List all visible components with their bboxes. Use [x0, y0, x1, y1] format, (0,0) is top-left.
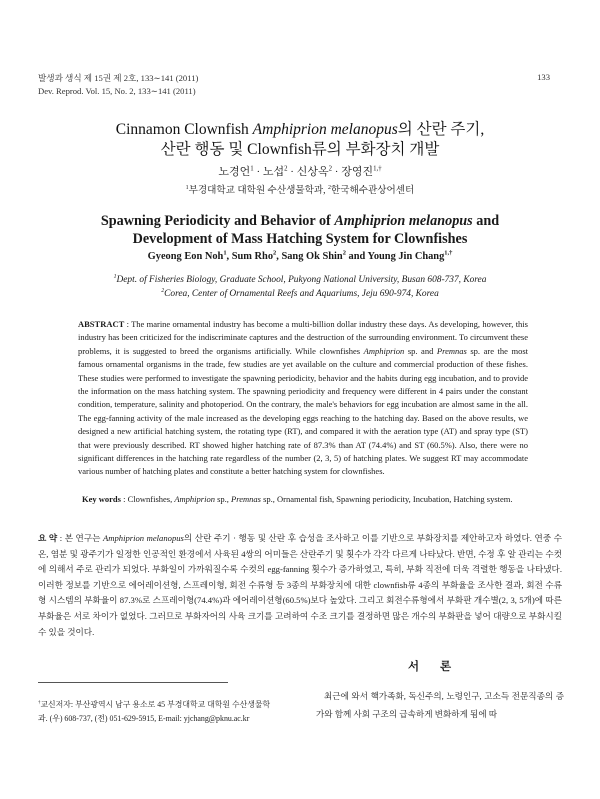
- abstract-label: ABSTRACT: [78, 319, 125, 329]
- korean-title-species: Amphiprion melanopus: [252, 121, 398, 138]
- footnote-divider: [38, 682, 228, 683]
- korean-authors: 노경언$^1$ · 노섭$^2$ · 신상옥$^2$ · 장영진$^{1,\dagger}$: [218, 165, 382, 178]
- english-abstract: ABSTRACT : The marine ornamental industry has become a multi-billion dollar industry these days. As developing, however, this industry has been criticized for the indiscriminate captures and the destruction of the surrounding environment. To circumvent these problems, it is suggested to breed the organisms artificially. While clownfishes Amphiprion sp. and Premnas sp. are the most famous ornamental organisms in the trade, few studies are yet available on the culture and commercial production of these fishes. These studies were performed to investigate the spawning periodicity, behavior and the habits during egg incubation, and to provide the information on the mass hatching system. The spawning periodicity and frequency were different in 4 pairs under the constant condition, temperature, salinity and photoperiod. On the contrary, the male's behaviors for egg incubation are almost same in the all. The egg-fanning activity of the male increased as the developing eggs reaching to the hatching day. Based on the above results, we designed a new artificial hatching system, the rotating type (RT), and compared it with the aeration type (AT) and spray type (ST) that were previously described. RT showed higher hatching rate of 87.3% than AT (74.4%) and ST (60.5%). Also, there were no significant differences in the hatching rate regardless of the number (2, 3, 5) of hatching plates. We suggest RT may accommodate various number of hatching plates and constitute a better hatching system for clownfishes.: [78, 319, 528, 477]
- english-author: Gyeong Eon Noh$^1$: [147, 249, 227, 262]
- keywords-label: Key words: [82, 494, 121, 504]
- running-head-english: Dev. Reprod. Vol. 15, No. 2, 133∼141 (2011): [38, 86, 196, 96]
- korean-title: [0, 120, 600, 160]
- korean-author: 장영진$^{1,\dagger}$: [341, 165, 382, 178]
- english-affiliation-2: $^2$Corea, Center of Ornamental Reefs and Aquariums, Jeju 690-974, Korea: [161, 287, 439, 299]
- english-title-line2: Development of Mass Hatching System for Clownfishes: [132, 231, 468, 247]
- english-affiliation-1: $^1$Dept. of Fisheries Biology, Graduate School, Pukyong National University, Busan 608-737, Korea: [113, 273, 487, 285]
- section-heading-introduction: 서 론: [408, 661, 461, 673]
- korean-title-line2: 산란 행동 및 Clownfish류의 부화장치 개발: [160, 141, 440, 158]
- korean-title-pre: Cinnamon Clownfish: [115, 121, 253, 138]
- running-head: [38, 72, 198, 98]
- english-author: Sum Rho$^2$: [231, 249, 277, 262]
- korean-author: 노경언$^1$: [218, 165, 254, 178]
- running-head-korean: 발생과 생식 제 15권 제 2호, 133∼141 (2011): [38, 73, 199, 83]
- keywords: Key words : Clownfishes, Amphiprion sp., Premnas sp., Ornamental fish, Spawning periodicity, Incubation, Hatching system.: [82, 494, 513, 504]
- english-author: Sang Ok Shin$^2$: [281, 249, 346, 262]
- korean-affiliation-1: 부경대학교 대학원 수산생물학과,: [188, 185, 328, 196]
- corresponding-author-footnote: †교신저자: 부산광역시 남구 용소로 45 부경대학교 대학원 수산생물학과. (우) 608-737, (전) 051-629-5915, E-mail: yjchang@pknu.ac.kr: [38, 700, 271, 723]
- korean-abstract-label: 요 약: [38, 533, 58, 543]
- page-number: 133: [537, 72, 550, 82]
- english-title-line1: Spawning Periodicity and Behavior of Amphiprion melanopus and: [100, 213, 500, 229]
- korean-affiliation-2: 한국해수관상어센터: [330, 185, 415, 196]
- english-affiliations: [0, 273, 600, 301]
- korean-title-line1: [0, 120, 600, 140]
- english-title-species: Amphiprion melanopus: [334, 213, 473, 229]
- english-authors: Gyeong Eon Noh$^1$, Sum Rho$^2$, Sang Ok Shin$^2$ and Young Jin Chang$^{1,\dagger}$: [147, 249, 453, 262]
- korean-author: 신상옥$^2$: [296, 165, 333, 178]
- korean-title-post: 의 산란 주기,: [397, 121, 485, 138]
- introduction-body-text: 최근에 와서 핵가족화, 독신주의, 노령인구, 고소득 전문직종의 증가와 함께 사회 구조의 급속하게 변화하게 됨에 따: [316, 691, 564, 719]
- korean-author: 노섭$^2$: [262, 165, 288, 178]
- english-title: [0, 212, 600, 248]
- korean-affiliations: $^1$부경대학교 대학원 수산생물학과, $^2$한국해수관상어센터: [185, 184, 415, 196]
- korean-abstract: 요 약 : 본 연구는 Amphiprion melanopus의 산란 주기 · 행동 및 산란 후 습성을 조사하고 이를 기반으로 부화장치를 제안하고자 하였다. 연중 수온, 염분 및 광주기가 일정한 인공적인 환경에서 사육된 4쌍의 어미들은 산란주기 및 횟수가 각각 다르게 나타났다. 반면, 수정 후 알 관리는 수컷에 의해서 주로 관리가 되었다. 부화일이 가까워질수록 수컷의 egg-fanning 횟수가 증가하였고, 특히, 부화 직전에 더욱 격렬한 행동을 나타냈다. 이러한 정보를 기반으로 에어레이션형, 스프레이형, 회전 수류형 등 3종의 부화장치에 대한 clownfish류 4종의 부화율을 조사한 결과, 회전 수류형 시스템의 부화율이 87.3%로 스프레이형(74.4%)과 에어레이션형(60.5%)보다 높았다. 그리고 회전수류형에서 부화판 개수별(2, 3, 5개)에 따른 부화율은 서로 차이가 없었다. 그러므로 부화자어의 사육 크기를 고려하여 수조 크기를 결정하면 많은 개수의 부화판을 넣어 대량으로 부화시킬 수 있을 것이다.: [38, 533, 562, 637]
- english-author: Young Jin Chang$^{1,\dagger}$: [367, 249, 453, 262]
